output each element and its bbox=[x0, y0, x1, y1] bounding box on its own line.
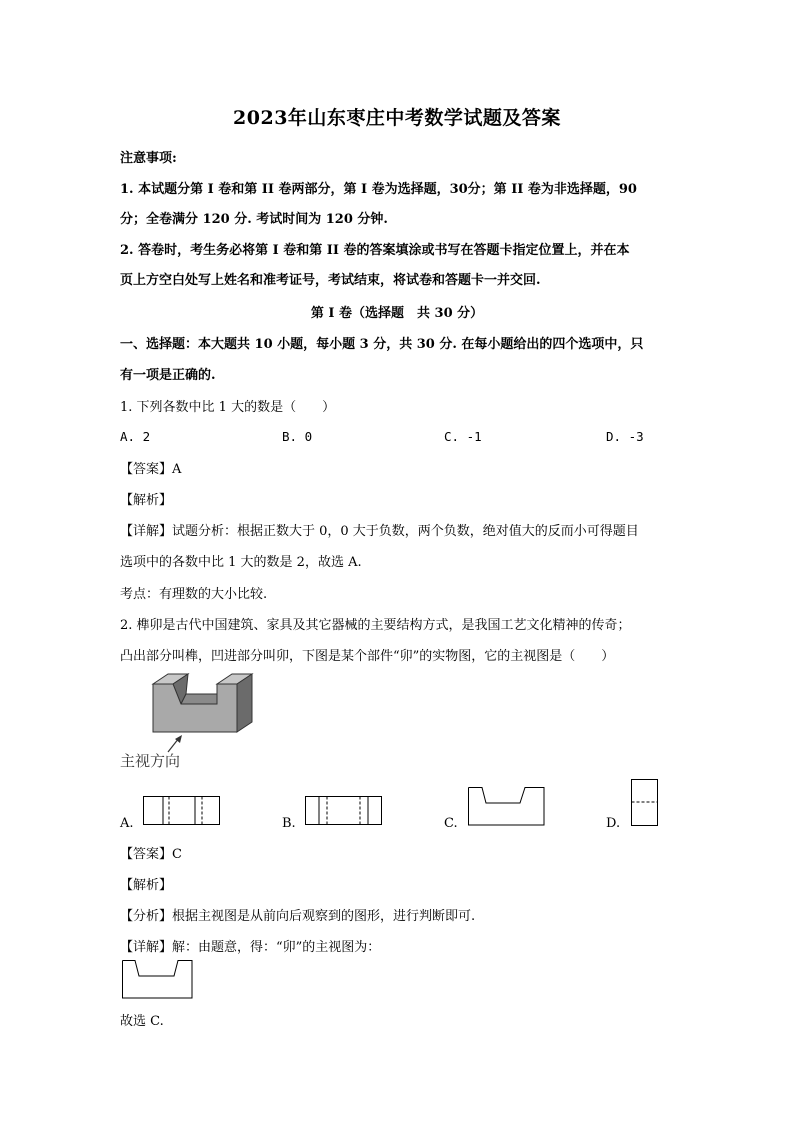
q1-detail-line2: 选项中的各数中比 1 大的数是 2，故选 A. bbox=[120, 555, 362, 570]
q2-option-a-label: A. bbox=[120, 816, 134, 831]
view-direction-label: 主视方向 bbox=[120, 752, 181, 770]
q2-analysis: 【解析】 bbox=[120, 878, 173, 893]
section1-intro-line1: 一、选择题：本大题共 10 小题，每小题 3 分，共 30 分. 在每小题给出的四个选项中，只 bbox=[120, 337, 644, 352]
q2-answer-figure bbox=[122, 960, 194, 1000]
q2-option-d-figure bbox=[631, 779, 659, 827]
notice-heading: 注意事项: bbox=[120, 151, 177, 166]
section1-intro-line2: 有一项是正确的. bbox=[120, 368, 216, 383]
q2-option-a-figure bbox=[143, 796, 221, 826]
q1-point: 考点：有理数的大小比较. bbox=[120, 587, 268, 602]
mortise-slot-floor bbox=[181, 694, 220, 704]
mortise-front-face bbox=[153, 684, 237, 732]
q2-detail: 【详解】解：由题意，得：“卯”的主视图为： bbox=[120, 940, 381, 955]
q2-stem-line1: 2. 榫卯是古代中国建筑、家具及其它器械的主要结构方式，是我国工艺文化精神的传奇； bbox=[120, 618, 631, 633]
page-title: 2023年山东枣庄中考数学试题及答案 bbox=[233, 107, 561, 129]
q2-option-d-label: D. bbox=[606, 816, 621, 831]
q1-analysis: 【解析】 bbox=[120, 493, 173, 508]
notice-item1-line2: 分；全卷满分 120 分. 考试时间为 120 分钟. bbox=[120, 212, 388, 227]
q2-option-b-figure bbox=[305, 796, 383, 826]
q2-conclusion: 故选 C. bbox=[120, 1014, 164, 1029]
section1-heading: 第 I 卷（选择题 共 30 分） bbox=[310, 306, 484, 321]
mortise-side-face bbox=[237, 674, 252, 732]
q1-option-d: D. -3 bbox=[606, 429, 644, 444]
q1-stem: 1. 下列各数中比 1 大的数是（ ） bbox=[120, 400, 336, 415]
q1-detail-line1: 【详解】试题分析：根据正数大于 0，0 大于负数，两个负数，绝对值大的反而小可得题目 bbox=[120, 524, 639, 539]
q2-option-b-label: B. bbox=[282, 816, 296, 831]
q1-option-a: A. 2 bbox=[120, 429, 151, 444]
q2-stem-line2: 凸出部分叫榫，凹进部分叫卯，下图是某个部件“卯”的实物图，它的主视图是（ ） bbox=[120, 649, 615, 664]
q2-answer: 【答案】C bbox=[120, 847, 182, 862]
q2-option-c-label: C. bbox=[444, 816, 458, 831]
q2-option-c-figure bbox=[468, 787, 546, 827]
q1-option-c: C. -1 bbox=[444, 429, 482, 444]
notice-item2-line1: 2. 答卷时，考生务必将第 I 卷和第 II 卷的答案填涂或书写在答题卡指定位置上，并在本 bbox=[120, 243, 630, 258]
q1-answer: 【答案】A bbox=[120, 462, 182, 477]
notice-item1-line1: 1. 本试题分第 I 卷和第 II 卷两部分，第 I 卷为选择题，30分；第 II 卷为非选择题，90 bbox=[120, 182, 637, 197]
mortise-3d-figure bbox=[150, 670, 260, 736]
q1-option-b: B. 0 bbox=[282, 429, 313, 444]
notice-item2-line2: 页上方空白处写上姓名和准考证号，考试结束，将试卷和答题卡一并交回. bbox=[120, 273, 541, 288]
q2-fenxi: 【分析】根据主视图是从前向后观察到的图形，进行判断即可. bbox=[120, 909, 476, 924]
